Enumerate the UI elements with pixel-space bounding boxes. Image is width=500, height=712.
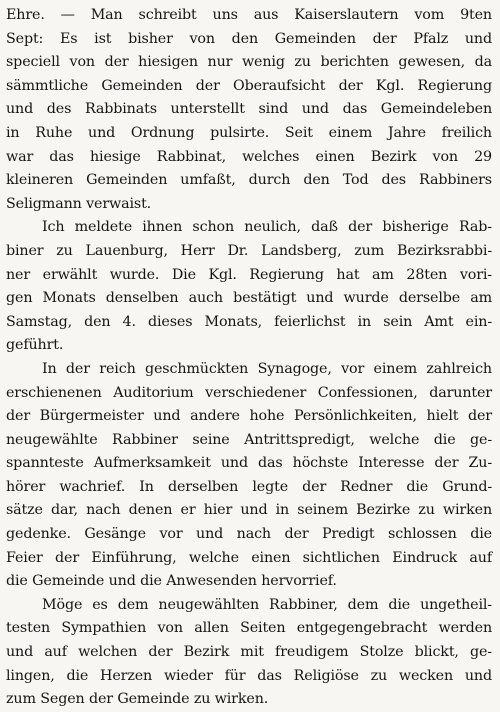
text-line: zum Segen der Gemeinde zu wirken. (6, 691, 269, 708)
text-line: neugewählte Rabbiner seine Antrittspredigt, welche die ge- (6, 431, 492, 448)
text-line: Samstag, den 4. dieses Monats, feierlichst in sein Amt ein- (6, 313, 492, 330)
text-line: gen Monats denselben auch bestätigt und wurde derselbe am (6, 290, 492, 307)
text-line: die Gemeinde und die Anwesenden hervorrief. (6, 573, 337, 590)
text-line: sämmtliche Gemeinden der Oberaufsicht der Kgl. Regierung (6, 77, 492, 94)
text-line: hörer wachrief. In derselben legte der Redner die Grund- (6, 478, 492, 495)
text-line: lingen, die Herzen wieder für das Religiöse zu wecken und (6, 667, 492, 684)
paragraph-3 (6, 358, 492, 594)
paragraph-4 (6, 594, 492, 712)
text-line: Feier der Einführung, welche einen sichtlichen Eindruck auf (6, 549, 492, 566)
article-column (6, 4, 492, 712)
text-line: erschienenen Auditorium verschiedener Confessionen, darunter (6, 384, 492, 401)
text-line: und auf welchen der Bezirk mit freudigem Stolze blickt, ge- (6, 644, 492, 661)
text-line: Seligmann verwaist. (6, 195, 152, 212)
text-line: In der reich geschmückten Synagoge, vor einem zahlreich (42, 360, 492, 377)
text-line: der Bürgermeister und andere hohe Persönlichkeiten, hielt der (6, 408, 492, 425)
text-line: Sept: Es ist bisher von den Gemeinden der Pfalz und (6, 30, 492, 47)
text-line: war das hiesige Rabbinat, welches einen Bezirk von 29 (6, 148, 492, 165)
paragraph-1 (6, 4, 492, 216)
text-line: gedenke. Gesänge vor und nach der Predigt schlossen die (6, 526, 492, 543)
text-line: testen Sympathien von allen Seiten entgegengebracht werden (6, 620, 492, 637)
text-line: ner erwählt wurde. Die Kgl. Regierung hat am 28ten vori- (6, 266, 492, 283)
text-line: biner zu Lauenburg, Herr Dr. Landsberg, zum Bezirksrabbi- (6, 242, 492, 259)
paragraph-2 (6, 216, 492, 358)
text-line: Möge es dem neugewählten Rabbiner, dem die ungetheil- (42, 596, 492, 613)
text-line: geführt. (6, 337, 64, 354)
text-line: kleineren Gemeinden umfaßt, durch den Tod des Rabbiners (6, 172, 492, 189)
text-line: spannteste Aufmerksamkeit und das höchste Interesse der Zu- (6, 455, 492, 472)
text-line: sätze dar, nach denen er hier und in seinem Bezirke zu wirken (6, 502, 492, 519)
text-line: Ehre. — Man schreibt uns aus Kaiserslautern vom 9ten (6, 7, 492, 23)
text-line: in Ruhe und Ordnung pulsirte. Seit einem Jahre freilich (6, 124, 492, 141)
text-line: speciell von der hiesigen nur wenig zu berichten gewesen, da (6, 54, 492, 71)
text-line: Ich meldete ihnen schon neulich, daß der bisherige Rab- (42, 219, 492, 236)
text-line: und des Rabbinats unterstellt sind und das Gemeindeleben (6, 101, 492, 118)
